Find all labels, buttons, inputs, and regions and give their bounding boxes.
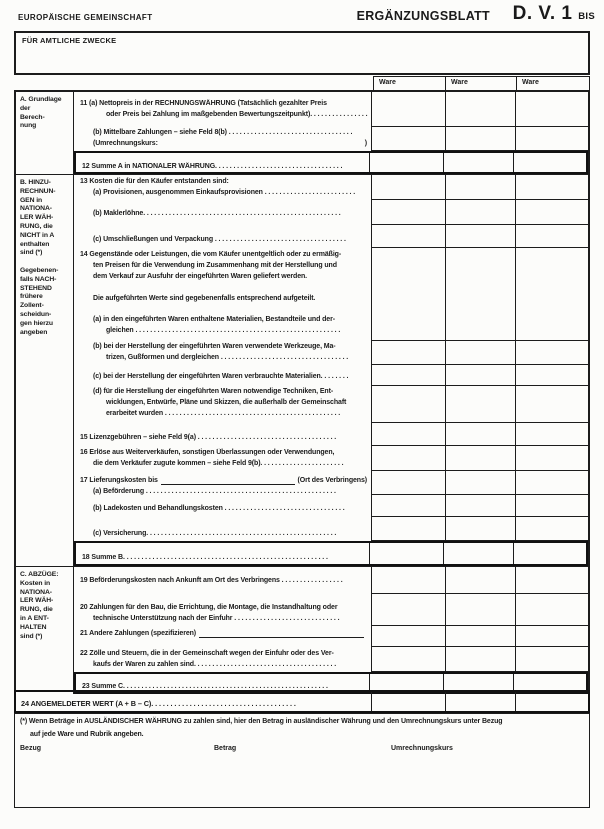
- row-13c: [74, 225, 588, 248]
- amount-cell-17a-ware3[interactable]: [515, 471, 588, 494]
- row-19-cells: [371, 567, 588, 594]
- row-13c-cells: [371, 225, 588, 248]
- row-15: [74, 423, 588, 446]
- form-line: 19 Beförderungskosten nach Ankunft am Ort des Verbringens . . . . . . . . . . . . . . . . .: [80, 577, 343, 584]
- amount-cell-14a-ware1[interactable]: [372, 248, 445, 340]
- section-a-rows: [74, 92, 588, 174]
- section-c-label: C. ABZÜGE: Kosten in NATIONA- LER WÄH- RUNG, die in A ENT- HALTEN sind (*): [16, 567, 74, 694]
- form-line: (a) in den eingeführten Waren enthaltene Materialien, Bestandteile und der-: [93, 316, 335, 324]
- amount-cell-17c-ware3[interactable]: [515, 517, 588, 540]
- official-use-box[interactable]: [14, 31, 590, 75]
- section-a: [16, 92, 588, 174]
- row-12-cells: [369, 153, 586, 172]
- amount-cell-13a-ware3[interactable]: [515, 175, 588, 199]
- form-line: 15 Lizenzgebühren – siehe Feld 9(a) . . . . . . . . . . . . . . . . . . . . . . . . . . . . . . . . . . . . . .: [80, 434, 337, 441]
- form-line: 18 Summe B. . . . . . . . . . . . . . . . . . . . . . . . . . . . . . . . . . . . . . . . . . . . . . . . . . . . . . . .: [82, 554, 328, 561]
- amount-cell-24-ware1[interactable]: [372, 692, 445, 711]
- row-21-cells: [371, 626, 588, 647]
- amount-cell-14c-ware2[interactable]: [445, 365, 516, 385]
- official-use-label: FÜR AMTLICHE ZWECKE: [22, 36, 117, 45]
- form-line: (a) Beförderung . . . . . . . . . . . . . . . . . . . . . . . . . . . . . . . . . . . . . . . . . . . . . . . . . . . .: [93, 487, 336, 495]
- amount-cell-14c-ware3[interactable]: [515, 365, 588, 385]
- form-line: (b) Maklerlöhne. . . . . . . . . . . . . . . . . . . . . . . . . . . . . . . . . . . . . . . . . . . . . . . . . . . . . .: [93, 210, 341, 217]
- form-line: erarbeitet wurden . . . . . . . . . . . . . . . . . . . . . . . . . . . . . . . . . . . . . . . . . . . . . . . .: [106, 409, 341, 417]
- amount-cell-21-ware1[interactable]: [372, 626, 445, 646]
- amount-cell-17c-ware2[interactable]: [445, 517, 516, 540]
- row-11b-cells: [371, 127, 588, 151]
- row-13c-text: [74, 225, 371, 248]
- amount-cell-19-ware2[interactable]: [445, 567, 516, 593]
- form-line: dem Verkauf zur Ausfuhr der eingeführten Waren geliefert werden.: [93, 272, 308, 280]
- amount-cell-12-ware2[interactable]: [443, 153, 514, 172]
- row-17a-cells: [371, 471, 588, 495]
- form-line: die dem Verkäufer zugute kommen – siehe Feld 9(b). . . . . . . . . . . . . . . . . . . . . . .: [93, 459, 344, 467]
- amount-cell-18-ware3[interactable]: [513, 543, 586, 564]
- amount-cell-24-ware2[interactable]: [445, 692, 516, 711]
- row-14b: [74, 341, 588, 365]
- section-b-rows: [74, 175, 588, 566]
- row-20-cells: [371, 594, 588, 626]
- row-11b-text: [74, 127, 371, 151]
- row-14d: [74, 386, 588, 423]
- amount-cell-13b-ware2[interactable]: [445, 200, 516, 224]
- row-18: [74, 541, 588, 566]
- row-22-text: [74, 647, 371, 672]
- form-line: (Umrechnungskurs: ): [93, 139, 367, 147]
- amount-cell-15-ware2[interactable]: [445, 423, 516, 445]
- amount-cell-14b-ware1[interactable]: [372, 341, 445, 364]
- row-13b-cells: [371, 200, 588, 225]
- section-b: [16, 174, 588, 566]
- amount-cell-11a-ware2[interactable]: [445, 92, 516, 126]
- row-13a-text: [74, 175, 371, 200]
- amount-cell-21-ware2[interactable]: [445, 626, 516, 646]
- form-line: 23 Summe C. . . . . . . . . . . . . . . . . . . . . . . . . . . . . . . . . . . . . . . . . . . . . . . . . . . . . . . .: [82, 683, 328, 690]
- amount-cell-11a-ware3[interactable]: [515, 92, 588, 126]
- section-c-rows: [74, 567, 588, 694]
- ware-column-headers: [373, 76, 590, 90]
- form-line: (b) bei der Herstellung der eingeführten Waren verwendete Werkzeuge, Ma-: [93, 343, 336, 350]
- form-line: 22 Zölle und Steuern, die in der Gemeinschaft wegen der Einfuhr oder des Ver-: [80, 650, 334, 657]
- form-line: (c) bei der Herstellung der eingeführten Waren verbrauchte Materialien. . . . . . . .: [93, 373, 349, 380]
- amount-cell-14d-ware2[interactable]: [445, 386, 516, 422]
- amount-cell-22-ware3[interactable]: [515, 647, 588, 671]
- row-13b: [74, 200, 588, 225]
- form-line: 17 Lieferungskosten bis (Ort des Verbringens): [80, 477, 367, 484]
- form-code-suffix: BIS: [578, 11, 595, 22]
- row-11a: [74, 92, 588, 127]
- section-b-label: B. HINZU- RECHNUN- GEN in NATIONA- LER WÄH- RUNG, die NICHT in A enthalten sind (*) Gegebenen- falls NACH- STEHEND frühere Zollent- scheidun- gen hierzu angeben: [16, 175, 74, 566]
- row-11b: [74, 127, 588, 151]
- amount-cell-11b-ware3[interactable]: [515, 127, 588, 150]
- form-line: technische Unterstützung nach der Einfuhr . . . . . . . . . . . . . . . . . . . . . . . . . . . . .: [93, 614, 340, 622]
- form-frame: [14, 31, 590, 808]
- row-17a: [74, 471, 588, 495]
- row-20-text: [74, 594, 371, 626]
- form-line: (b) Ladekosten und Behandlungskosten . . . . . . . . . . . . . . . . . . . . . . . . . . . . . . . . .: [93, 505, 345, 512]
- row-24-cells: [371, 692, 588, 711]
- amount-cell-11b-ware2[interactable]: [445, 127, 516, 150]
- row-14a-text: [74, 248, 371, 341]
- row-16-text: [74, 446, 371, 471]
- amount-cell-12-ware3[interactable]: [513, 153, 586, 172]
- row-24-text: [16, 692, 371, 711]
- row-12-text: [76, 153, 369, 172]
- row-19: [74, 567, 588, 594]
- form-line: kaufs der Waren zu zahlen sind. . . . . . . . . . . . . . . . . . . . . . . . . . . . . . . . . . . . . . .: [93, 660, 337, 668]
- row-17c: [74, 517, 588, 541]
- row-22: [74, 647, 588, 672]
- amount-cell-17b-ware2[interactable]: [445, 495, 516, 516]
- form-line: 14 Gegenstände oder Leistungen, die vom Käufer unentgeltlich oder zu ermäßig-: [80, 251, 342, 258]
- page-title: ERGÄNZUNGSBLATT: [356, 9, 490, 23]
- form-line: (b) Mittelbare Zahlungen – siehe Feld 8(b) . . . . . . . . . . . . . . . . . . . . . . . . . . . . . . . . . .: [93, 129, 353, 136]
- row-20: [74, 594, 588, 626]
- amount-cell-13c-ware3[interactable]: [515, 225, 588, 247]
- footnote-columns: [15, 744, 589, 758]
- row-13b-text: [74, 200, 371, 225]
- form-line: 24 ANGEMELDETER WERT (A + B – C). . . . . . . . . . . . . . . . . . . . . . . . . . . . . . . . . . . . . .: [21, 699, 296, 708]
- form-line: (a) Provisionen, ausgenommen Einkaufsprovisionen . . . . . . . . . . . . . . . . . . . . . . . . .: [93, 188, 356, 196]
- form-line: [74, 305, 371, 316]
- amount-cell-20-ware2[interactable]: [445, 594, 516, 625]
- blank-field-17a[interactable]: [161, 476, 295, 485]
- row-14c: [74, 365, 588, 386]
- amount-cell-12-ware1[interactable]: [370, 153, 443, 172]
- form-code-main: D. V. 1: [512, 3, 573, 24]
- form-body: [14, 90, 590, 690]
- amount-cell-11b-ware1[interactable]: [372, 127, 445, 150]
- form-line: 13 Kosten die für den Käufer entstanden sind:: [80, 178, 229, 185]
- section-a-label: A. Grundlage der Berech- nung: [16, 92, 74, 174]
- row-17b-text: [74, 495, 371, 517]
- amount-cell-17b-ware3[interactable]: [515, 495, 588, 516]
- amount-cell-20-ware1[interactable]: [372, 594, 445, 625]
- form-line: 20 Zahlungen für den Bau, die Errichtung, die Montage, die Instandhaltung oder: [80, 604, 338, 611]
- amount-cell-13b-ware3[interactable]: [515, 200, 588, 224]
- form-line: [74, 283, 371, 294]
- community-title: EUROPÄISCHE GEMEINSCHAFT: [18, 13, 153, 22]
- amount-cell-22-ware2[interactable]: [445, 647, 516, 671]
- amount-cell-16-ware3[interactable]: [515, 446, 588, 470]
- row-14a-cells: [371, 248, 588, 341]
- ware-header-2: Ware: [446, 76, 517, 90]
- footnote-line1: (*) Wenn Beträge in AUSLÄNDISCHER WÄHRUNG zu zahlen sind, hier den Betrag in ausländischer Währung und den Umrechnungskurs unter Bezug: [20, 718, 503, 725]
- amount-cell-13a-ware2[interactable]: [445, 175, 516, 199]
- row-17b: [74, 495, 588, 517]
- row-11a-cells: [371, 92, 588, 127]
- form-line: ten Preisen für die Verwendung im Zusammenhang mit der Herstellung und: [93, 261, 337, 269]
- row-14b-text: [74, 341, 371, 365]
- row-21: [74, 626, 588, 647]
- amount-cell-14a-ware3[interactable]: [515, 248, 588, 340]
- amount-cell-15-ware3[interactable]: [515, 423, 588, 445]
- amount-cell-18-ware1[interactable]: [370, 543, 443, 564]
- row-17c-cells: [371, 517, 588, 541]
- row-11a-text: [74, 92, 371, 127]
- form-line: (c) Umschließungen und Verpackung . . . . . . . . . . . . . . . . . . . . . . . . . . . . . . . . . . . .: [93, 236, 346, 243]
- footnote-line2: auf jede Ware und Rubrik angeben.: [30, 731, 144, 738]
- row-12: [74, 151, 588, 174]
- amount-cell-20-ware3[interactable]: [515, 594, 588, 625]
- row-14a: [74, 248, 588, 341]
- row-13a: [74, 175, 588, 200]
- amount-cell-17b-ware1[interactable]: [372, 495, 445, 516]
- amount-cell-14a-ware2[interactable]: [445, 248, 516, 340]
- amount-cell-16-ware1[interactable]: [372, 446, 445, 470]
- form-line: 12 Summe A in NATIONALER WÄHRUNG. . . . . . . . . . . . . . . . . . . . . . . . . . . . . . . . . . .: [82, 163, 343, 170]
- row-14c-cells: [371, 365, 588, 386]
- amount-cell-17a-ware2[interactable]: [445, 471, 516, 494]
- form-line: (d) für die Herstellung der eingeführten Waren notwendige Techniken, Ent-: [93, 388, 334, 395]
- amount-cell-15-ware1[interactable]: [372, 423, 445, 445]
- amount-cell-14b-ware2[interactable]: [445, 341, 516, 364]
- amount-cell-19-ware1[interactable]: [372, 567, 445, 593]
- row-19-text: [74, 567, 371, 594]
- form-line: 16 Erlöse aus Weiterverkäufen, sonstigen Überlassungen oder Verwendungen,: [80, 449, 335, 456]
- amount-cell-14c-ware1[interactable]: [372, 365, 445, 385]
- row-16: [74, 446, 588, 471]
- form-line: 21 Andere Zahlungen (spezifizieren): [74, 629, 371, 640]
- form-line: wicklungen, Entwürfe, Pläne und Skizzen, die außerhalb der Gemeinschaft: [106, 398, 347, 406]
- row-17b-cells: [371, 495, 588, 517]
- footnote-box: [14, 713, 590, 808]
- amount-cell-16-ware2[interactable]: [445, 446, 516, 470]
- form-line: trizen, Gußformen und dergleichen . . . . . . . . . . . . . . . . . . . . . . . . . . . . . . . . . . .: [106, 353, 349, 361]
- amount-cell-13a-ware1[interactable]: [372, 175, 445, 199]
- amount-cell-13b-ware1[interactable]: [372, 200, 445, 224]
- row-13a-cells: [371, 175, 588, 200]
- row-21-text: [74, 626, 371, 647]
- row-14c-text: [74, 365, 371, 386]
- row-17a-text: [74, 471, 371, 495]
- betrag-label: Betrag: [214, 745, 237, 752]
- amount-cell-22-ware1[interactable]: [372, 647, 445, 671]
- form-line: 11 (a) Nettopreis in der RECHNUNGSWÄHRUNG (Tatsächlich gezahlter Preis: [80, 100, 327, 107]
- row-16-cells: [371, 446, 588, 471]
- row-22-cells: [371, 647, 588, 672]
- section-c: [16, 566, 588, 694]
- row-17c-text: [74, 517, 371, 541]
- row-15-text: [74, 423, 371, 446]
- row-15-cells: [371, 423, 588, 446]
- row-18-cells: [369, 543, 586, 564]
- row-14d-text: [74, 386, 371, 423]
- form-line: Die aufgeführten Werte sind gegebenenfalls entsprechend aufgeteilt.: [93, 294, 316, 302]
- form-line: oder Preis bei Zahlung im maßgebenden Bewertungszeitpunkt). . . . . . . . . . . . . . . .: [106, 110, 368, 118]
- row-14d-cells: [371, 386, 588, 423]
- ware-header-1: Ware: [373, 76, 446, 90]
- ware-header-3: Ware: [517, 76, 590, 90]
- row-18-text: [76, 543, 369, 564]
- amount-cell-11a-ware1[interactable]: [372, 92, 445, 126]
- form-line: gleichen . . . . . . . . . . . . . . . . . . . . . . . . . . . . . . . . . . . . . . . . . . . . . . . . . . . . . . . .: [106, 327, 341, 335]
- amount-cell-14d-ware1[interactable]: [372, 386, 445, 422]
- amount-cell-14b-ware3[interactable]: [515, 341, 588, 364]
- amount-cell-24-ware3[interactable]: [515, 692, 588, 711]
- amount-cell-17a-ware1[interactable]: [372, 471, 445, 494]
- bezug-label: Bezug: [20, 745, 41, 752]
- form-code: [513, 3, 595, 25]
- amount-cell-13c-ware1[interactable]: [372, 225, 445, 247]
- amount-cell-21-ware3[interactable]: [515, 626, 588, 646]
- amount-cell-13c-ware2[interactable]: [445, 225, 516, 247]
- row-24: [14, 690, 590, 713]
- form-line: (c) Versicherung. . . . . . . . . . . . . . . . . . . . . . . . . . . . . . . . . . . . . . . . . . . . . . . . . . . .: [93, 530, 337, 537]
- umrechnungskurs-label: Umrechnungskurs: [391, 745, 453, 752]
- amount-cell-18-ware2[interactable]: [443, 543, 514, 564]
- blank-field-21[interactable]: [199, 629, 364, 638]
- amount-cell-14d-ware3[interactable]: [515, 386, 588, 422]
- amount-cell-17c-ware1[interactable]: [372, 517, 445, 540]
- amount-cell-19-ware3[interactable]: [515, 567, 588, 593]
- row-14b-cells: [371, 341, 588, 365]
